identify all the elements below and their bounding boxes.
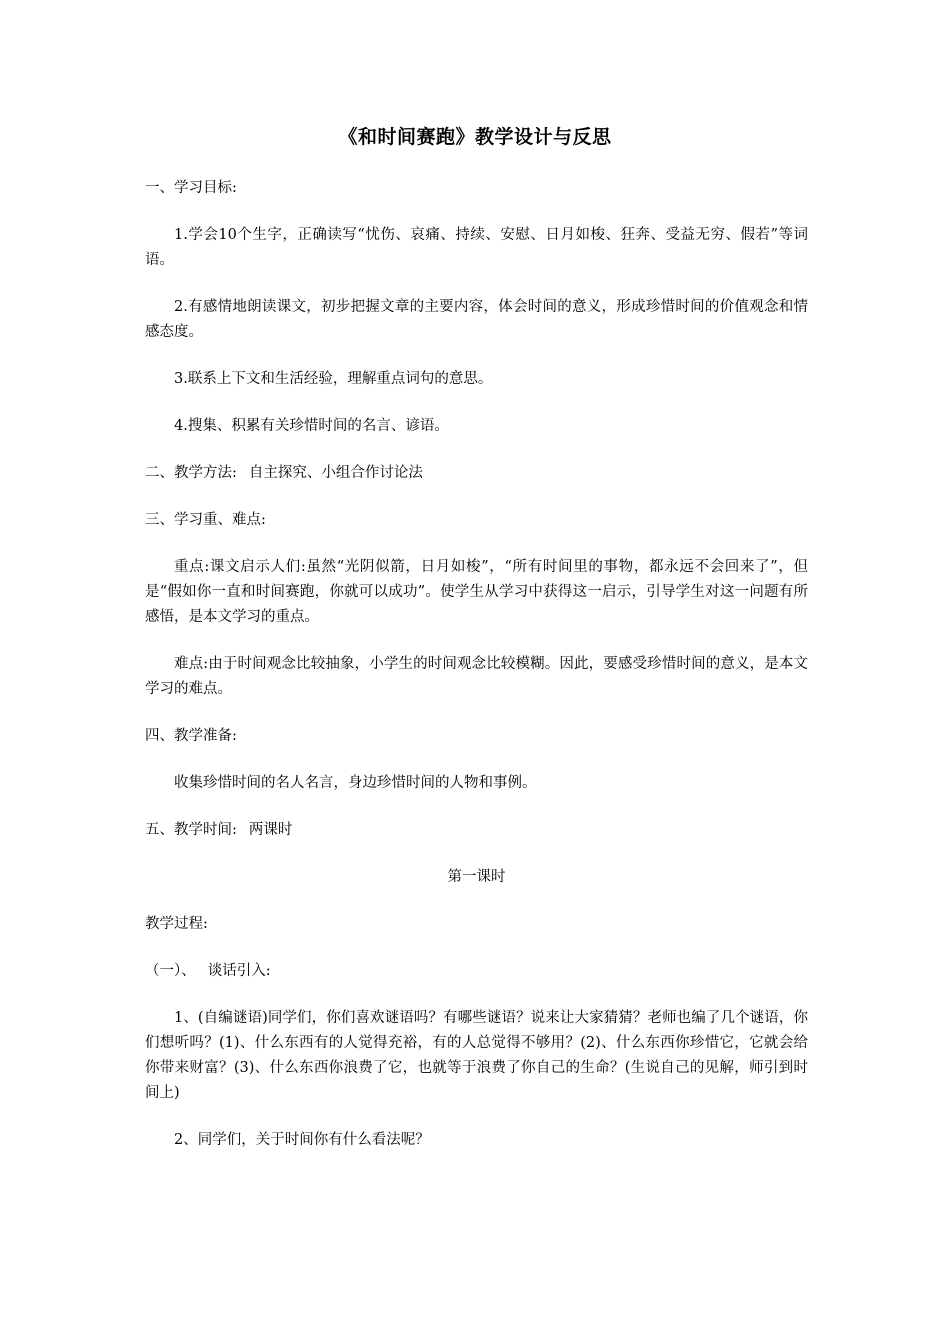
goal-1: 1.学会10个生字，正确读写“忧伤、哀痛、持续、安慰、日月如梭、狂奔、受益无穷、假若”等词语。 [145,227,808,268]
step-1: 1、(自编谜语)同学们，你们喜欢谜语吗？有哪些谜语？说来让大家猜猜？老师也编了几个谜语，你们想听吗？(1)、什么东西有的人觉得充裕，有的人总觉得不够用？(2)、什么东西你珍惜它，它就会给你带来财富？(3)、什么东西你浪费了它，也就等于浪费了你自己的生命？(生说自己的见解，师引到时间上) [145,1010,808,1101]
document-body [145,176,808,1175]
step-2: 2、同学们，关于时间你有什么看法呢？ [174,1132,430,1148]
method-value: 自主探究、小组合作讨论法 [248,465,423,481]
goal-3: 3.联系上下文和生活经验，理解重点词句的意思。 [174,371,493,387]
document-title: 《和时间赛跑》教学设计与反思 [338,126,612,148]
method-line [145,461,808,486]
goals-heading: 一、学习目标: [145,180,237,196]
intro-value: 谈话引入: [207,963,271,979]
difficulty-paragraph: 难点:由于时间观念比较抽象，小学生的时间观念比较模糊。因此，要感受珍惜时间的意义，是本文学习的难点。 [145,656,808,697]
goal-4: 4.搜集、积累有关珍惜时间的名言、谚语。 [174,418,449,434]
process-heading: 教学过程: [145,916,208,932]
intro-line [145,959,808,984]
keypoint-paragraph: 重点:课文启示人们:虽然“光阴似箭，日月如梭”，“所有时间里的事物，都永远不会回来了”，但是“假如你一直和时间赛跑，你就可以成功”。使学生从学习中获得这一启示，引导学生对这一问题有所感悟，是本文学习的重点。 [145,559,808,625]
method-label: 二、教学方法: [145,465,237,481]
time-label: 五、教学时间: [145,822,237,838]
prep-heading: 四、教学准备: [145,728,237,744]
time-line [145,818,808,843]
prep-text: 收集珍惜时间的名人名言，身边珍惜时间的人物和事例。 [174,775,537,791]
time-value: 两课时 [248,822,293,838]
goal-2: 2.有感情地朗读课文，初步把握文章的主要内容，体会时间的意义，形成珍惜时间的价值观念和情感态度。 [145,299,808,340]
intro-label: （一）、 [145,963,196,979]
keypoints-heading: 三、学习重、难点: [145,512,266,528]
lesson-title: 第一课时 [447,869,506,885]
